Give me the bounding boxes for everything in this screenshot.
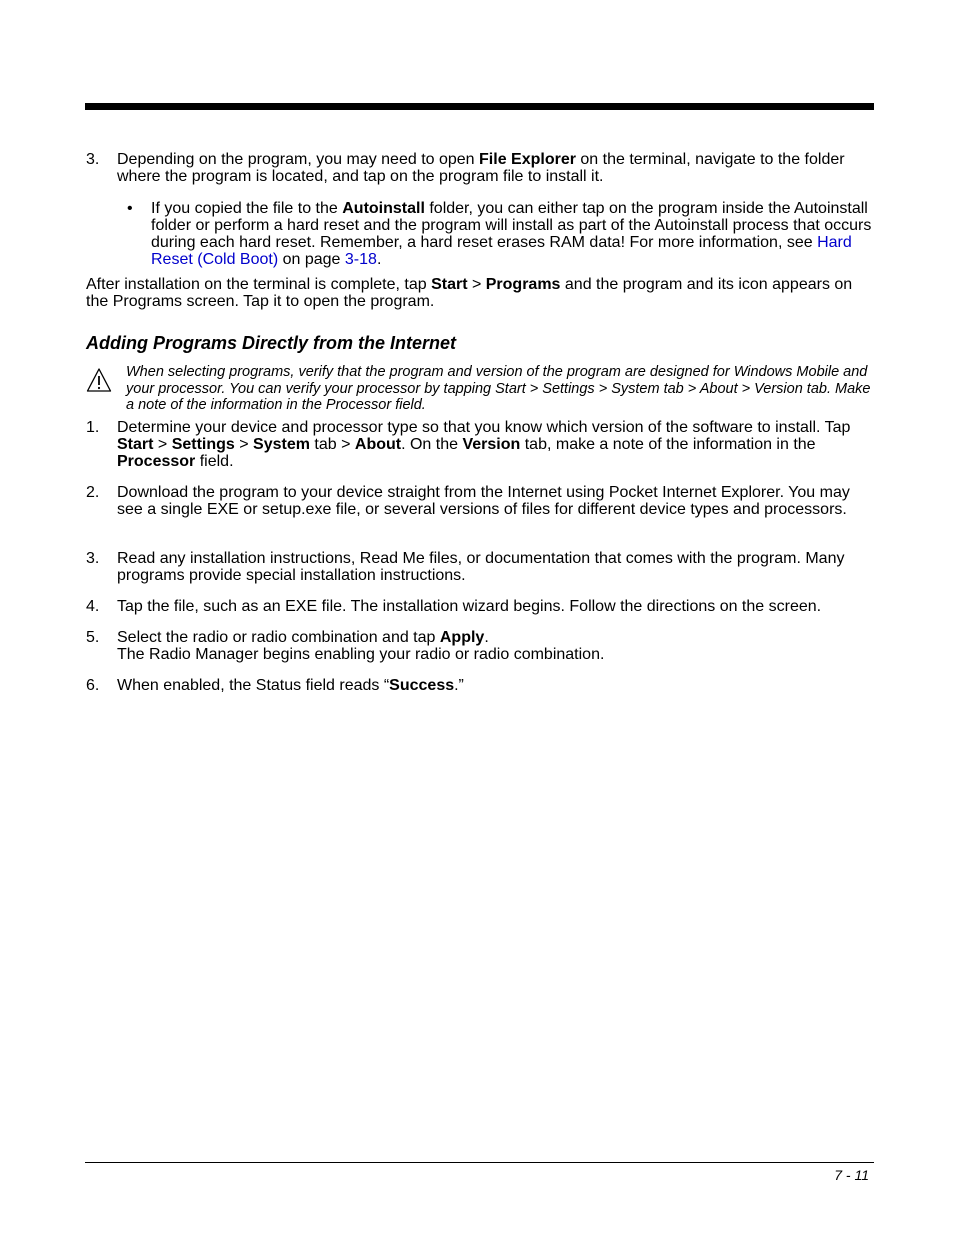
step-2-download (86, 484, 876, 518)
step-6-status (86, 677, 876, 694)
step-number: 3. (86, 151, 100, 168)
page-number: 7 - 11 (834, 1167, 869, 1183)
step-1-determine-device (86, 419, 876, 470)
step-number: 4. (86, 598, 100, 615)
header-rule (85, 103, 874, 110)
step-text: Download the program to your device straight from the Internet using Pocket Internet Explorer. You may see a single EXE or setup.exe file, or several versions of files for different device types and processors. (117, 484, 850, 518)
step-number: 5. (86, 629, 100, 646)
bullet-text: If you copied the file to the Autoinstall folder, you can either tap on the program inside the Autoinstall folder or perform a hard reset and the program will install as part of the Autoinstall process that occurs during each hard reset. Remember, a hard reset erases RAM data! For more information, see Hard Reset (Cold Boot) on page 3-18. (151, 200, 872, 268)
bullet-dot: • (127, 200, 133, 217)
step-text: Tap the file, such as an EXE file. The installation wizard begins. Follow the directions on the screen. (117, 598, 822, 615)
step-number: 6. (86, 677, 100, 694)
autoinstall-bullet (127, 200, 875, 268)
step-number: 3. (86, 550, 100, 567)
after-install-paragraph: After installation on the terminal is complete, tap Start > Programs and the program and its icon appears on the Programs screen. Tap it to open the program. (86, 276, 853, 310)
step-text: Determine your device and processor type so that you know which version of the software to install. Tap Start > Settings > System tab > About. On the Version tab, make a note of the information in the Processor field. (117, 419, 851, 470)
step-text: Depending on the program, you may need to open File Explorer on the terminal, navigate to the folder where the program is located, and tap on the program file to install it. (117, 151, 845, 185)
caution-icon (86, 367, 112, 393)
step-text: When enabled, the Status field reads “Success.” (117, 677, 464, 694)
step-text: Read any installation instructions, Read Me files, or documentation that comes with the program. Many programs provide special installation instructions. (117, 550, 845, 584)
step-number: 1. (86, 419, 100, 436)
hard-reset-link[interactable]: Hard Reset (Cold Boot) (151, 234, 852, 268)
step-5-select-radio (86, 629, 876, 663)
step-3-read-instructions (86, 550, 876, 584)
step-number: 2. (86, 484, 100, 501)
footer-rule (85, 1162, 874, 1163)
step-4-tap-file (86, 598, 876, 615)
section-heading: Adding Programs Directly from the Internet (86, 333, 457, 353)
step-text: Select the radio or radio combination and tap Apply. The Radio Manager begins enabling your radio or radio combination. (117, 629, 605, 663)
page-3-18-link[interactable]: 3-18 (344, 251, 377, 268)
step-3-file-explorer (86, 151, 876, 185)
caution-note: When selecting programs, verify that the program and version of the program are designed for Windows Mobile and your processor. You can verify your processor by tapping Start > Settings > System tab > About > Version tab. Make a note of the information in the Processor field. (126, 364, 871, 413)
